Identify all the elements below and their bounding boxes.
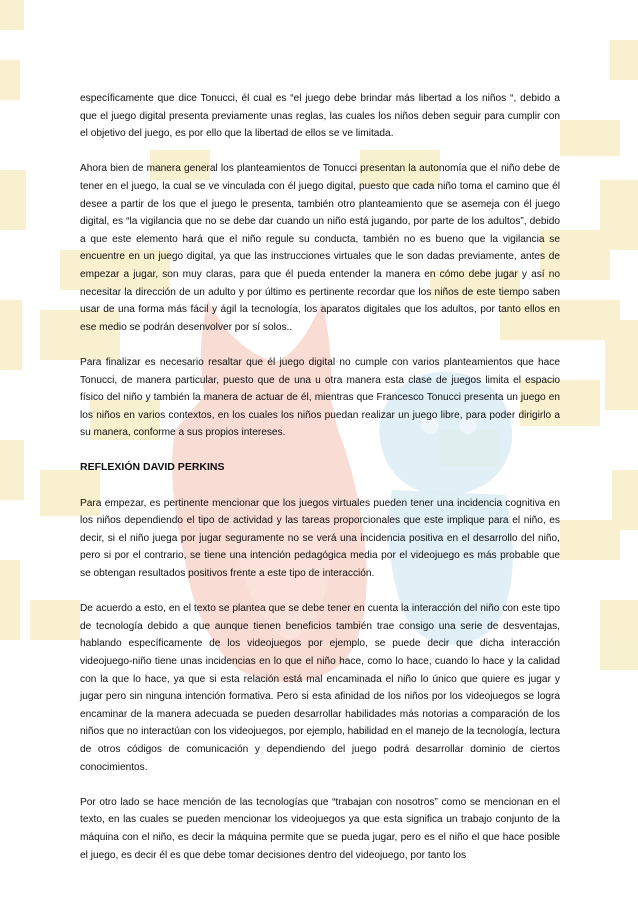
paragraph: Para empezar, es pertinente mencionar que los juegos virtuales pueden tener una incidencia cognitiva en los niños dependiendo el tipo de actividad y las tareas proporcionales que este implique para el niño, es decir, si el niño juega por jugar seguramente no se verá una incidencia positiva en el desarrollo del niño, pero si por el contrario, se tiene una intención pedagógica media por el videojuego es más probable que se obtengan resultados positivos frente a este tipo de interacción. [80, 497, 560, 580]
section-heading: REFLEXIÓN DAVID PERKINS [80, 461, 225, 474]
paragraph: específicamente que dice Tonucci, él cual es “el juego debe brindar más libertad a los niños “, debido a que el juego digital presenta previamente unas reglas, las cuales los niños deben seguir para cumplir con el objetivo del juego, es por ello que la libertad de ellos se ve limitada. [80, 93, 560, 140]
paragraph: De acuerdo a esto, en el texto se plantea que se debe tener en cuenta la interacción del niño con este tipo de tecnología debido a que aunque tienen beneficios también trae consigo una serie de desventajas, hablando específicamente de los videojuegos por ejemplo, se puede decir que dicha interacción videojuego-niño tiene unas incidencias en lo que el niño hace, como lo hace, cuando lo hace y la calidad con la que lo hace, ya que si esta relación está mal encaminada el niño lo único que quiere es jugar y jugar pero sin ninguna intención formativa. Pero si esta afinidad de los niños por los videojuegos se logra encaminar de la manera adecuada se pueden desarrollar habilidades más notorias a comparación de los niños que no interactúan con los videojuegos, por ejemplo, habilidad en el manejo de la tecnología, lectura de otros códigos de comunicación y dependiendo del juego podrá desarrollar dominio de ciertos conocimientos. [80, 603, 560, 773]
paragraph: Ahora bien de manera general los planteamientos de Tonucci presentan la autonomía que el niño debe de tener en el juego, la cual se ve vinculada con él juego digital, puesto que cada niño toma el camino que él desee a partir de los que el juego le presenta, también otro planteamiento que se asemeja con él juego digital, es “la vigilancia que no se debe dar cuando un niño está jugando, por parte de los adultos”, debido a que este elemento hará que el niño regule su conducta, también no es bueno que la vigilancia se encuentre en un juego digital, ya que las instrucciones virtuales que le son dadas previamente, antes de empezar a jugar, son muy claras, para que él pueda entender la manera en cómo debe jugar y así no necesitar la dirección de un adulto y por último es pertinente recordar que los niños de este tiempo saben usar de una forma más fácil y ágil la tecnología, los aparatos digitales que los adultos, por tanto ellos en ese medio se podrán desenvolver por sí solos.. [80, 163, 560, 333]
paragraph: Para finalizar es necesario resaltar que él juego digital no cumple con varios planteamientos que hace Tonucci, de manera particular, puesto que de una u otra manera esta clase de juegos limita el espacio físico del niño y también la manera de actuar de él, mientras que Francesco Tonucci presenta un juego en los niños en varios contextos, en los cuales los niños puedan realizar un juego libre, para poder dirigirlo a su manera, conforme a sus propios intereses. [80, 356, 560, 439]
document-body [80, 90, 560, 882]
paragraph: Por otro lado se hace mención de las tecnologías que “trabajan con nosotros” como se mencionan en el texto, en las cuales se pueden mencionar los videojuegos ya que esta significa un trabajo conjunto de la máquina con el niño, es decir la máquina permite que se pueda jugar, pero es el niño el que hace posible el juego, es decir él es que debe tomar decisiones dentro del videojuego, por tanto los [80, 796, 560, 861]
